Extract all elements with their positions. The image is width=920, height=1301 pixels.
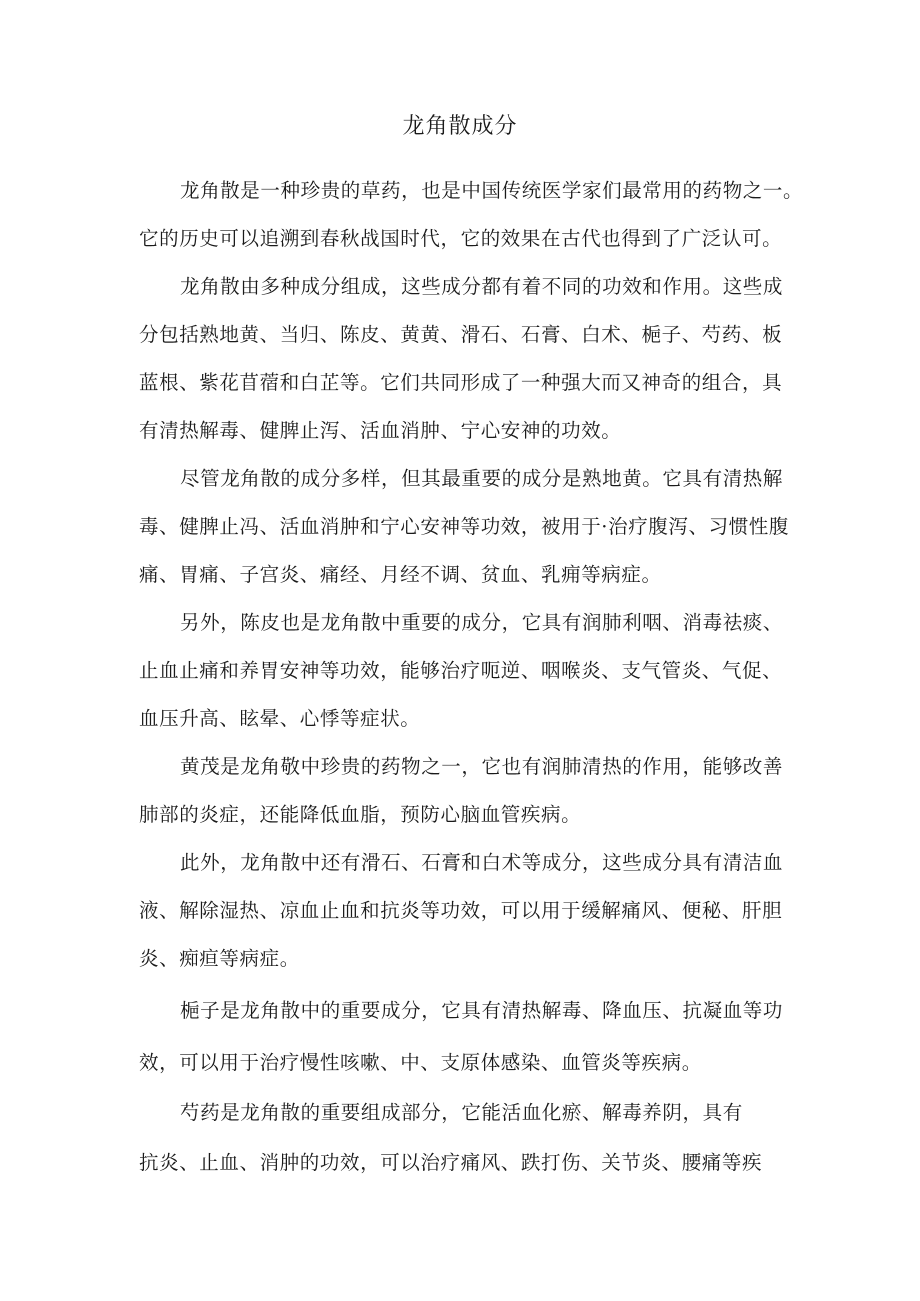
text-line: 血压升高、眩晕、心悸等症状。 <box>139 707 421 730</box>
text-line: 梔子是龙角散中的重要成分，它具有清热解毒、降血压、抗凝血等功 <box>180 999 784 1022</box>
text-line: 另外，陈皮也是龙角散中重要的成分，它具有润肺利咽、消毒祛痰、 <box>180 611 784 634</box>
text-line: 龙角散由多种成分组成，这些成分都有着不同的功效和作用。这些成 <box>180 275 784 298</box>
text-line: 有清热解毒、健脾止泻、活血消肿、宁心安神的功效。 <box>139 419 622 442</box>
text-line: 炎、痴疸等病症。 <box>139 947 300 970</box>
document-title: 龙角散成分 <box>402 114 518 139</box>
text-line: 蓝根、紫花苜蓿和白芷等。它们共同形成了一种强大而又神奇的组合，具 <box>139 371 783 394</box>
text-line: 抗炎、止血、消肿的功效，可以治疗痛风、跌打伤、关节炎、腰痛等疾 <box>139 1151 763 1174</box>
text-line: 痛、胃痛、子宫炎、痛经、月经不调、贫血、乳痈等病症。 <box>139 563 662 586</box>
text-line: 分包括熟地黄、当归、陈皮、黄黄、滑石、石膏、白术、梔子、芍药、板 <box>139 323 783 346</box>
text-line: 此外，龙角散中还有滑石、石膏和白术等成分，这些成分具有清洁血 <box>180 851 784 874</box>
text-line: 龙角散是一种珍贵的草药，也是中国传统医学家们最常用的药物之一。 <box>180 179 804 202</box>
text-line: 它的历史可以追溯到春秋战国时代，它的效果在古代也得到了广泛认可。 <box>139 227 783 250</box>
text-line: 肺部的炎症，还能降低血脂，预防心脑血管疾病。 <box>139 803 582 826</box>
text-line: 黄茂是龙角敬中珍贵的药物之一，它也有润肺清热的作用，能够改善 <box>180 755 784 778</box>
text-line: 效，可以用于治疗慢性咳嗽、中、支原体感染、血管炎等疾病。 <box>139 1051 702 1074</box>
text-line: 尽管龙角散的成分多样，但其最重要的成分是熟地黄。它具有清热解 <box>180 467 784 490</box>
text-line: 液、解除湿热、凉血止血和抗炎等功效，可以用于缓解痛风、便秘、肝胆 <box>139 899 783 922</box>
text-line: 毒、健脾止冯、活血消肿和宁心安神等功效，被用于·治疗腹泻、习惯性腹 <box>139 515 789 538</box>
text-line: 止血止痛和养胃安神等功效，能够治疗呃逆、咽喉炎、支气管炎、气促、 <box>139 659 783 682</box>
text-line: 芍药是龙角散的重要组成部分，它能活血化瘀、解毒养阴，具有 <box>180 1101 743 1124</box>
